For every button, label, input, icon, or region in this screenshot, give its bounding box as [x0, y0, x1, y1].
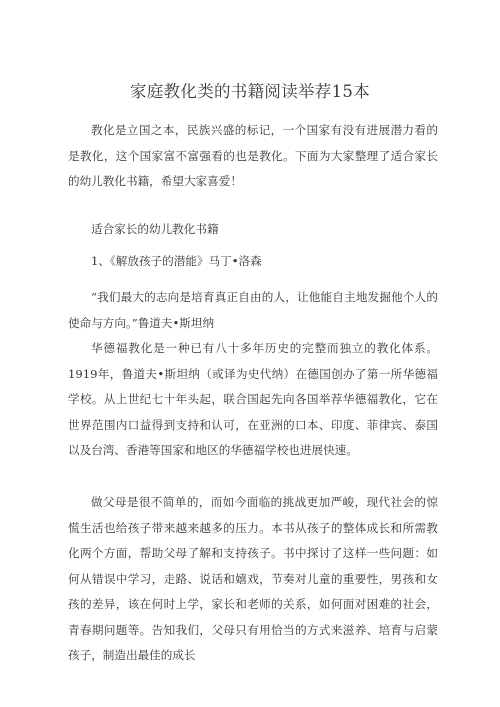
waldorf-paragraph: 华德福教化是一种已有八十多年历史的完整而独立的教化体系。1919年，鲁道夫•斯坦纳（或译为史代纳）在德国创办了第一所华德福学校。从上世纪七十年头起，联合国起先向各国举荐华德福教化，它在世界范围内口益得到支持和认可，在亚洲的口本、印度、菲律宾、泰国以及台湾、香港等国家和地区的华德福学校也进展快速。	[68, 341, 438, 457]
parents-paragraph: 做父母是很不简单的，而如今面临的挑战更加严峻，现代社会的惊慌生活也给孩子带来越来越多的压力。本书从孩子的整体成长和所需教化两个方面，帮助父母了解和支持孩子。书中探讨了这样一些问题：如何从错误中学习，走路、说话和嬉戏，节奏对儿童的重要性，男孩和女孩的差异，该在何时上学，家长和老师的关系，如何面对困难的社会，青春期问题等。告知我们，父母只有用恰当的方式来滋养、培育与启蒙孩子，制造出最佳的成长	[68, 495, 438, 662]
document-title: 家庭教化类的书籍阅读举荐15本	[130, 82, 370, 101]
intro-paragraph: 教化是立国之本，民族兴盛的标记，一个国家有没有进展潜力看的是教化，这个国家富不富强看的也是教化。下面为大家整理了适合家长的幼儿教化书籍，希望大家喜爱！	[68, 123, 438, 188]
quote-paragraph: “我们最大的志向是培育真正自由的人，让他能自主地发掘他个人的使命与方向。”鲁道夫•斯坦纳	[68, 290, 438, 330]
book-title-1: 1、《解放孩子的潜能》马丁•洛森	[91, 254, 262, 268]
section-heading: 适合家长的幼儿教化书籍	[91, 222, 219, 236]
